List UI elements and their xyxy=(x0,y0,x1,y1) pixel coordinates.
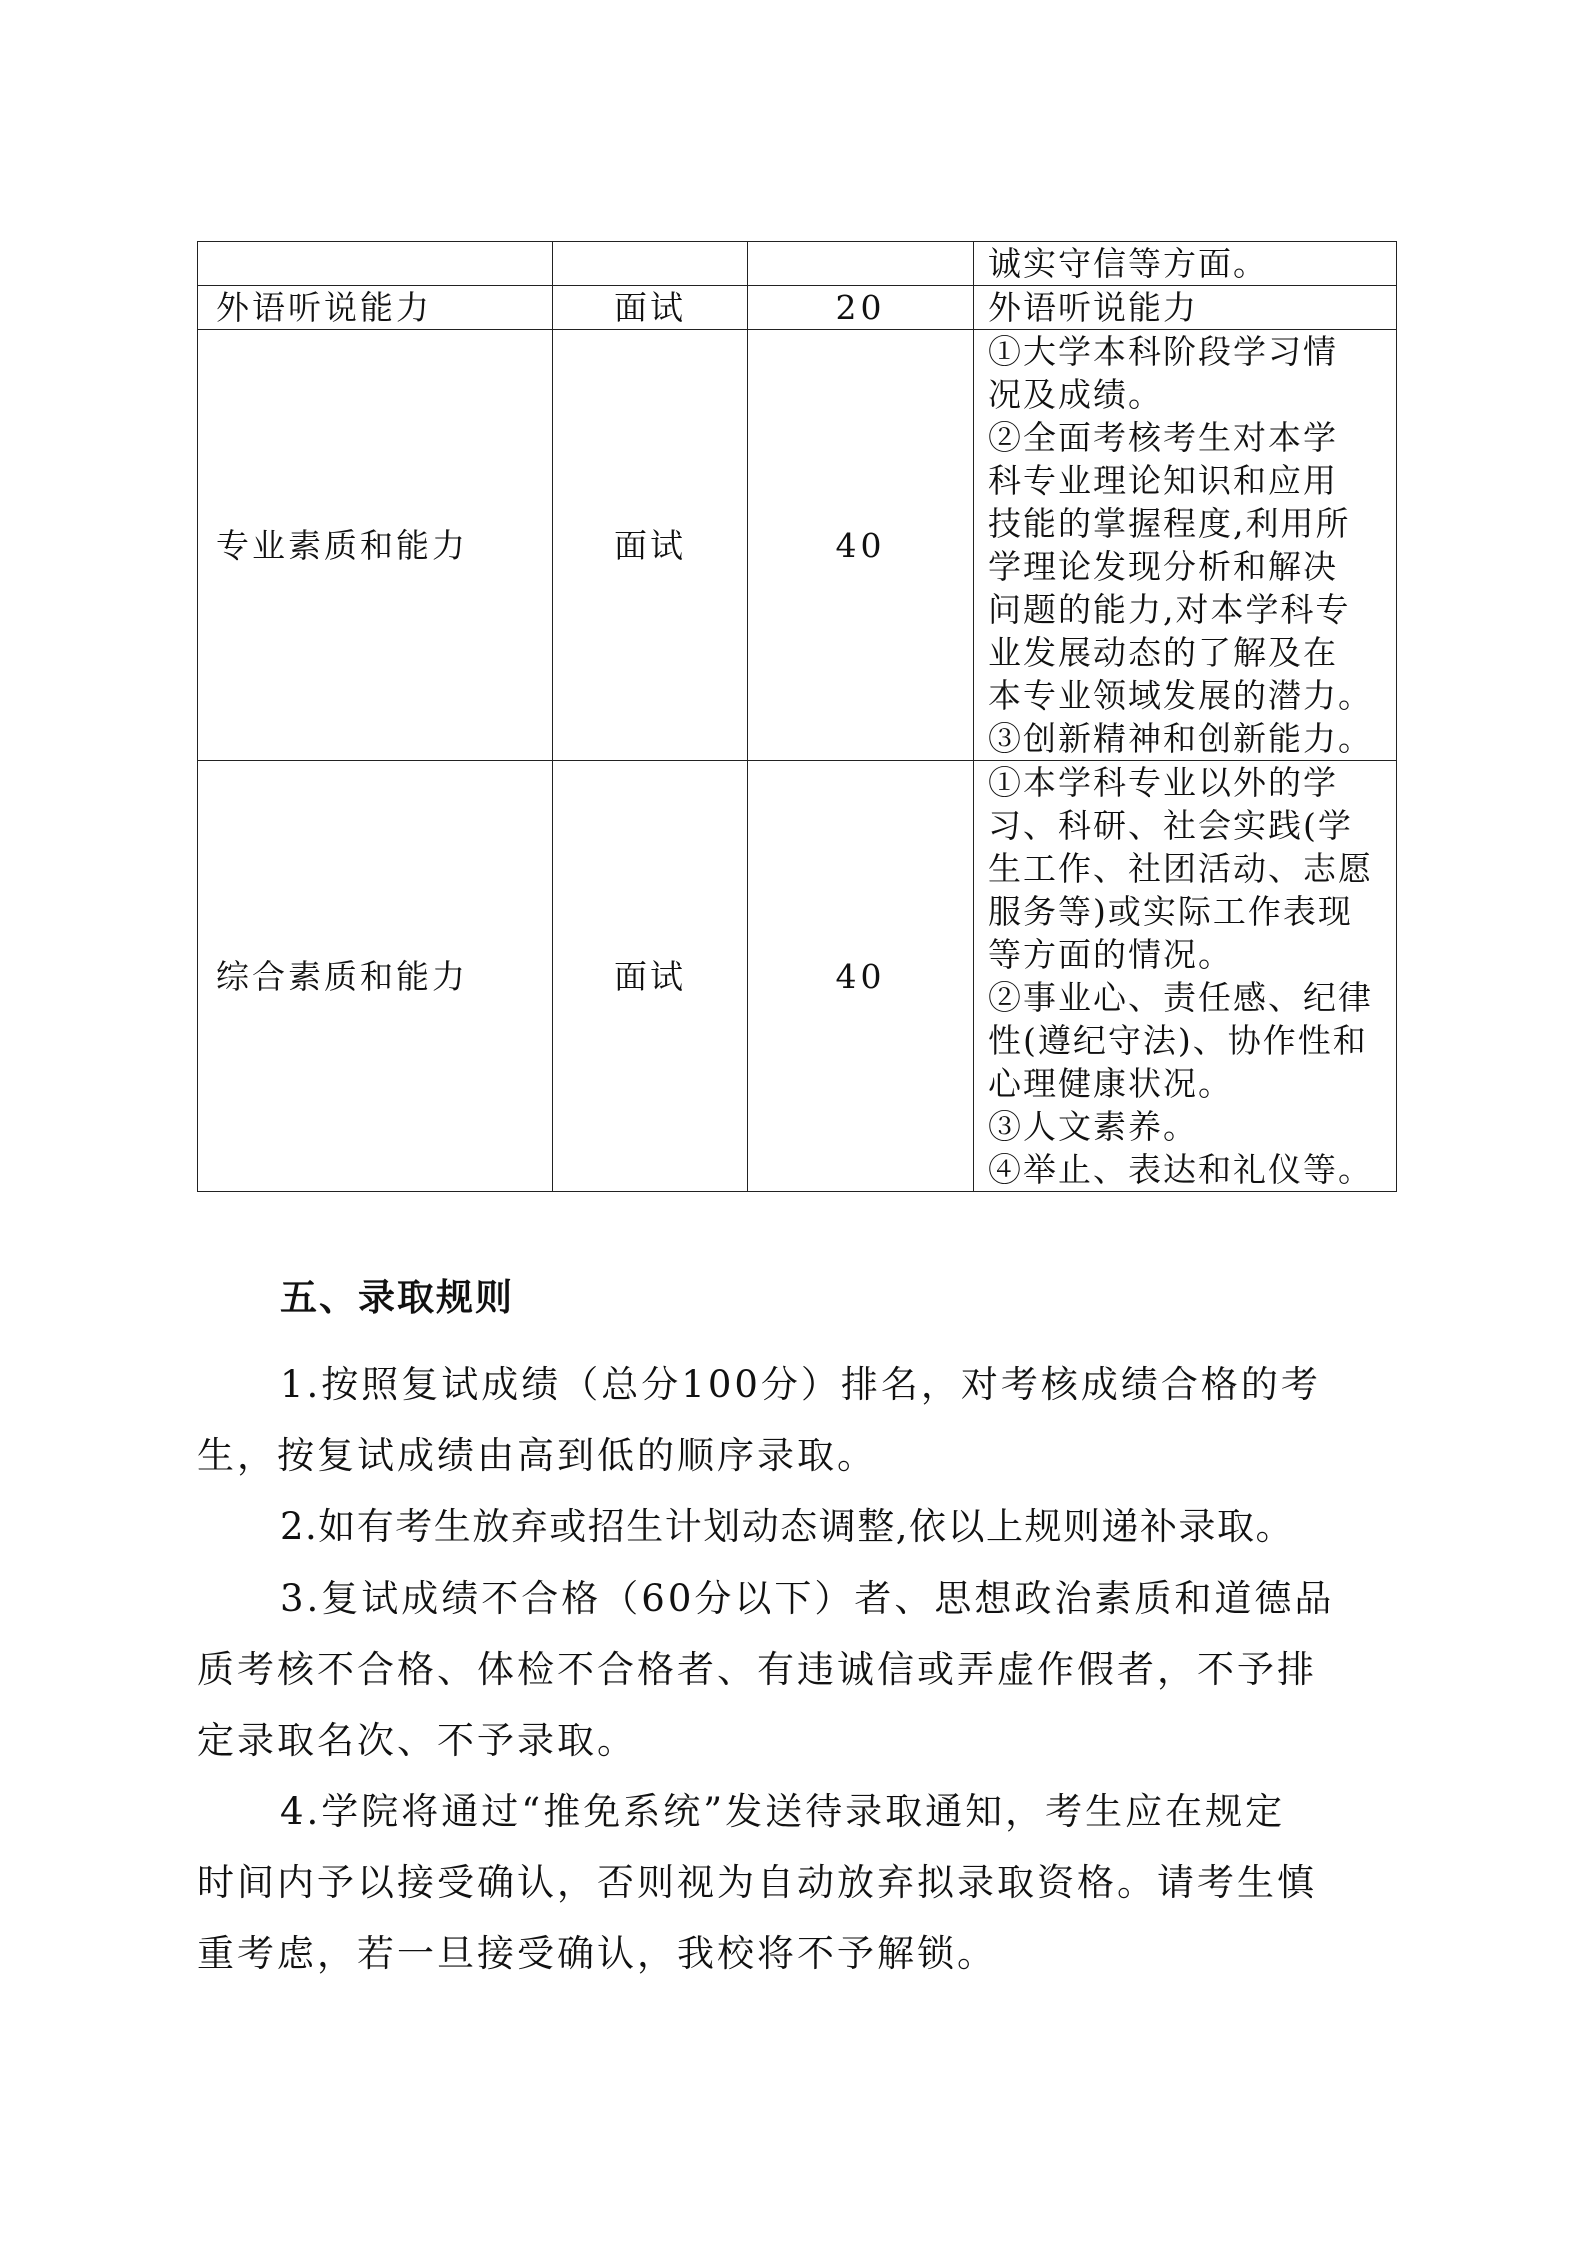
paragraph-line: 3.复试成绩不合格（60分以下）者、思想政治素质和道德品 xyxy=(280,1577,1335,1620)
method-cell: 面试 xyxy=(553,286,748,330)
paragraph-line: 质考核不合格、体检不合格者、有违诚信或弄虚作假者，不予排 xyxy=(197,1648,1317,1691)
score-cell: 40 xyxy=(748,761,974,1192)
assessment-table xyxy=(197,241,1397,1192)
score-cell: 20 xyxy=(748,286,974,330)
content-line: 服务等)或实际工作表现 xyxy=(988,892,1353,931)
content-line: ①本学科专业以外的学 xyxy=(988,763,1338,802)
content-line: 本专业领域发展的潜力。 xyxy=(988,676,1373,715)
content-line: ①大学本科阶段学习情 xyxy=(988,332,1338,371)
score-cell: 40 xyxy=(748,330,974,761)
table-row xyxy=(198,286,1397,330)
content-line: ②全面考核考生对本学 xyxy=(988,418,1338,457)
table-row xyxy=(198,330,1397,761)
paragraph-line: 生，按复试成绩由高到低的顺序录取。 xyxy=(197,1434,877,1477)
item-cell xyxy=(198,242,553,286)
content-line: 心理健康状况。 xyxy=(988,1064,1233,1103)
content-line: 问题的能力,对本学科专 xyxy=(988,590,1351,629)
content-line: ③人文素养。 xyxy=(988,1107,1198,1146)
method-cell: 面试 xyxy=(553,761,748,1192)
content-line: 学理论发现分析和解决 xyxy=(988,547,1338,586)
content-line: 技能的掌握程度,利用所 xyxy=(988,504,1351,543)
paragraph-line: 1.按照复试成绩（总分100分）排名，对考核成绩合格的考 xyxy=(280,1363,1321,1406)
content-cell xyxy=(974,286,1397,330)
content-line: 诚实守信等方面。 xyxy=(988,244,1268,283)
section-heading: 五、录取规则 xyxy=(280,1276,514,1319)
content-line: 科专业理论知识和应用 xyxy=(988,461,1338,500)
item-cell: 专业素质和能力 xyxy=(198,330,553,761)
item-cell: 综合素质和能力 xyxy=(198,761,553,1192)
content-line: 外语听说能力 xyxy=(988,288,1198,327)
content-cell xyxy=(974,761,1397,1192)
table-row xyxy=(198,242,1397,286)
paragraph-line: 4.学院将通过“推免系统”发送待录取通知，考生应在规定 xyxy=(280,1790,1286,1833)
content-line: 性(遵纪守法)、协作性和 xyxy=(988,1021,1368,1060)
paragraph-line: 定录取名次、不予录取。 xyxy=(197,1719,637,1762)
content-line: 习、科研、社会实践(学 xyxy=(988,806,1353,845)
content-line: 况及成绩。 xyxy=(988,375,1163,414)
method-cell xyxy=(553,242,748,286)
content-line: 生工作、社团活动、志愿 xyxy=(988,849,1373,888)
content-cell xyxy=(974,330,1397,761)
content-line: 业发展动态的了解及在 xyxy=(988,633,1338,672)
content-line: ④举止、表达和礼仪等。 xyxy=(988,1150,1373,1189)
paragraph-line: 重考虑，若一旦接受确认，我校将不予解锁。 xyxy=(197,1932,997,1975)
score-cell xyxy=(748,242,974,286)
method-cell: 面试 xyxy=(553,330,748,761)
content-cell xyxy=(974,242,1397,286)
paragraph-line: 时间内予以接受确认，否则视为自动放弃拟录取资格。请考生慎 xyxy=(197,1861,1317,1904)
item-cell: 外语听说能力 xyxy=(198,286,553,330)
content-line: 等方面的情况。 xyxy=(988,935,1233,974)
table-row xyxy=(198,761,1397,1192)
content-line: ②事业心、责任感、纪律 xyxy=(988,978,1373,1017)
paragraph-line: 2.如有考生放弃或招生计划动态调整,依以上规则递补录取。 xyxy=(280,1505,1295,1548)
content-line: ③创新精神和创新能力。 xyxy=(988,719,1373,758)
